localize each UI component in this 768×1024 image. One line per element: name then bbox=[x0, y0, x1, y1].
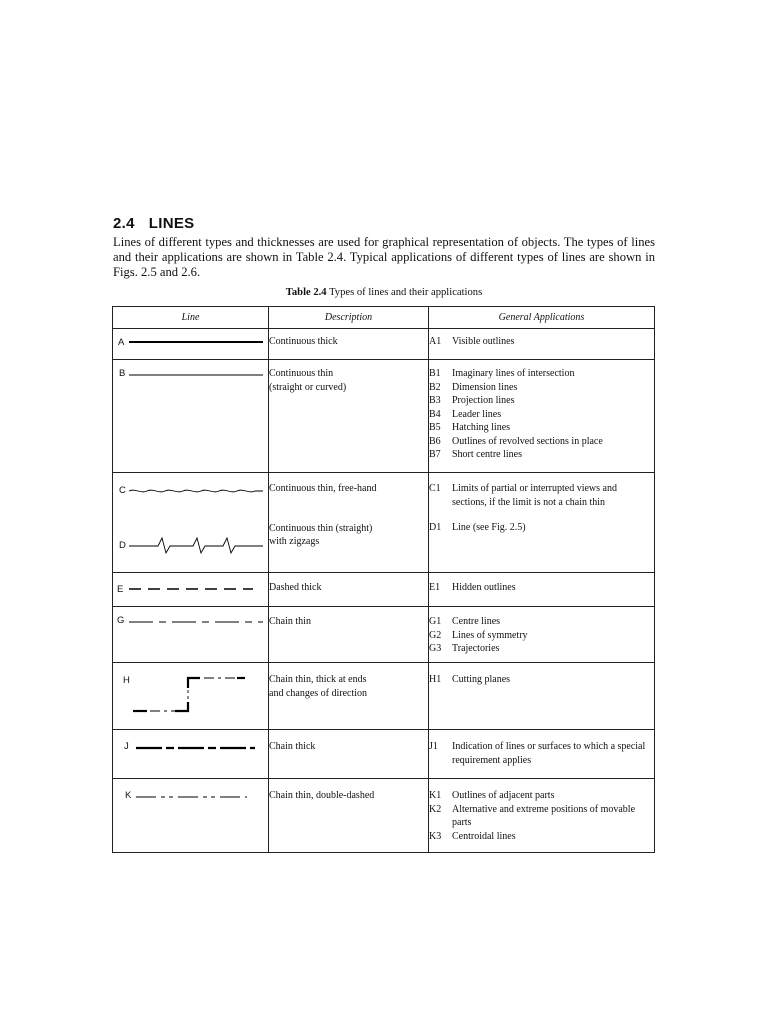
application-code: E1 bbox=[429, 582, 441, 593]
application-item bbox=[429, 394, 654, 408]
application-code: G2 bbox=[429, 629, 442, 641]
table-header-row bbox=[113, 307, 655, 329]
line-sample-cutting-plane bbox=[113, 663, 269, 730]
table-row bbox=[113, 473, 655, 573]
application-item bbox=[429, 803, 654, 830]
application-item bbox=[429, 381, 654, 395]
application-code: B5 bbox=[429, 422, 441, 433]
line-cell-k bbox=[113, 779, 269, 853]
application-item bbox=[429, 642, 654, 656]
application-item bbox=[429, 673, 654, 687]
application-code: G1 bbox=[429, 616, 442, 627]
table-row bbox=[113, 779, 655, 853]
line-letter-a: A bbox=[118, 337, 125, 348]
line-cell-j bbox=[113, 730, 269, 779]
table-row bbox=[113, 663, 655, 730]
application-text: Leader lines bbox=[452, 408, 502, 420]
application-text: Limits of partial or interrupted views and sections, if the limit is not a chain thin bbox=[452, 483, 617, 508]
application-item bbox=[429, 789, 654, 803]
line-cell-a bbox=[113, 329, 269, 360]
line-sample-dashed-thick bbox=[113, 573, 269, 607]
application-code: G3 bbox=[429, 643, 442, 654]
application-item bbox=[429, 448, 654, 462]
application-item bbox=[429, 482, 654, 509]
description-cell bbox=[269, 473, 429, 573]
table-caption bbox=[0, 287, 768, 298]
description-line: with zigzags bbox=[269, 536, 320, 547]
description-cell bbox=[269, 329, 429, 360]
description-line: Continuous thin bbox=[269, 368, 334, 379]
application-text: Outlines of revolved sections in place bbox=[452, 435, 603, 447]
application-text: Imaginary lines of intersection bbox=[452, 368, 575, 379]
line-letter-b: B bbox=[119, 368, 126, 379]
application-code: D1 bbox=[429, 522, 442, 533]
application-text: Projection lines bbox=[452, 395, 515, 406]
section-heading bbox=[113, 215, 194, 232]
applications-cell bbox=[429, 473, 655, 573]
line-cell-c-d bbox=[113, 473, 269, 573]
intro-paragraph: Lines of different types and thicknesses are used for graphical representation of objects. The types of lines and their applications are shown in Table 2.4. Typical applications of different types of lines are shown in Figs. 2.5 and 2.6. bbox=[113, 235, 655, 280]
application-code: B4 bbox=[429, 408, 441, 420]
application-text: Alternative and extreme positions of movable parts bbox=[452, 803, 636, 828]
description-text: Chain thin bbox=[269, 616, 311, 627]
line-cell-g bbox=[113, 607, 269, 663]
application-code: C1 bbox=[429, 483, 441, 494]
application-text: Hatching lines bbox=[452, 422, 511, 433]
lines-table bbox=[112, 306, 655, 853]
application-code: B1 bbox=[429, 368, 441, 379]
line-letter-k: K bbox=[125, 790, 132, 801]
line-letter-d: D bbox=[119, 540, 126, 551]
application-item bbox=[429, 421, 654, 435]
application-text: Centroidal lines bbox=[452, 830, 516, 842]
description-cell bbox=[269, 730, 429, 779]
section-number: 2.4 bbox=[113, 215, 135, 232]
description-cell bbox=[269, 663, 429, 730]
line-letter-c: C bbox=[119, 485, 126, 496]
line-letter-j: J bbox=[124, 741, 129, 752]
application-code: K2 bbox=[429, 803, 442, 815]
application-item bbox=[429, 521, 654, 535]
application-text: Dimension lines bbox=[452, 381, 518, 393]
line-letter-e: E bbox=[117, 584, 124, 595]
applications-cell bbox=[429, 607, 655, 663]
application-text: Indication of lines or surfaces to which a special requirement applies bbox=[452, 741, 646, 766]
applications-cell bbox=[429, 329, 655, 360]
application-text: Trajectories bbox=[452, 643, 500, 654]
description-cell bbox=[269, 360, 429, 473]
application-code: B3 bbox=[429, 395, 441, 406]
line-sample-freehand bbox=[129, 490, 263, 492]
description-cell bbox=[269, 779, 429, 853]
description-line: and changes of direction bbox=[269, 687, 368, 699]
line-sample-chain-thick bbox=[113, 730, 269, 779]
header-description: Description bbox=[269, 307, 429, 329]
description-text: Continuous thin, free-hand bbox=[269, 483, 377, 494]
application-code: B2 bbox=[429, 381, 441, 393]
application-code: A1 bbox=[429, 336, 442, 347]
application-text: Outlines of adjacent parts bbox=[452, 790, 555, 801]
application-item bbox=[429, 435, 654, 449]
table-row bbox=[113, 360, 655, 473]
application-code: J1 bbox=[429, 741, 438, 752]
table-row bbox=[113, 329, 655, 360]
application-item bbox=[429, 740, 654, 767]
application-item bbox=[429, 581, 654, 595]
application-item bbox=[429, 830, 654, 844]
applications-cell bbox=[429, 779, 655, 853]
line-sample-double-dashed bbox=[113, 779, 269, 853]
description-text: Chain thick bbox=[269, 741, 316, 752]
table-row bbox=[113, 730, 655, 779]
description-text: Chain thin, double-dashed bbox=[269, 790, 375, 801]
application-code: B7 bbox=[429, 449, 441, 460]
application-code: K3 bbox=[429, 830, 442, 842]
line-cell-h bbox=[113, 663, 269, 730]
description-text: Continuous thick bbox=[269, 336, 338, 347]
description-line: Chain thin, thick at ends bbox=[269, 674, 367, 685]
application-text: Short centre lines bbox=[452, 449, 522, 460]
application-text: Centre lines bbox=[452, 616, 501, 627]
application-item bbox=[429, 629, 654, 643]
section-title: LINES bbox=[148, 215, 195, 232]
application-code: H1 bbox=[429, 674, 442, 685]
description-text: Dashed thick bbox=[269, 582, 322, 593]
line-sample-zigzag bbox=[129, 538, 263, 553]
application-code: B6 bbox=[429, 435, 441, 447]
application-text: Cutting planes bbox=[452, 674, 511, 685]
application-item bbox=[429, 367, 654, 381]
table-row bbox=[113, 573, 655, 607]
line-sample-continuous-thin bbox=[113, 360, 269, 473]
application-code: K1 bbox=[429, 790, 442, 801]
applications-cell bbox=[429, 360, 655, 473]
application-item bbox=[429, 408, 654, 422]
line-sample-continuous-thick bbox=[113, 329, 269, 360]
applications-cell bbox=[429, 573, 655, 607]
line-letter-g: G bbox=[117, 615, 125, 626]
line-sample-chain-thin bbox=[113, 607, 269, 663]
header-general-applications: General Applications bbox=[429, 307, 655, 329]
application-item bbox=[429, 615, 654, 629]
application-text: Lines of symmetry bbox=[452, 629, 528, 641]
applications-cell bbox=[429, 730, 655, 779]
application-text: Line (see Fig. 2.5) bbox=[452, 522, 526, 533]
table-caption-label: Table 2.4 bbox=[285, 287, 327, 298]
line-cell-b bbox=[113, 360, 269, 473]
table-caption-text: Types of lines and their applications bbox=[329, 287, 483, 298]
description-line: Continuous thin (straight) bbox=[269, 522, 373, 534]
applications-cell bbox=[429, 663, 655, 730]
description-cell bbox=[269, 607, 429, 663]
application-item bbox=[429, 335, 654, 349]
line-letter-h: H bbox=[123, 675, 130, 686]
application-text: Hidden outlines bbox=[452, 582, 516, 593]
line-cell-e bbox=[113, 573, 269, 607]
description-cell bbox=[269, 573, 429, 607]
application-text: Visible outlines bbox=[452, 336, 515, 347]
table-row bbox=[113, 607, 655, 663]
header-line: Line bbox=[113, 307, 269, 329]
description-line: (straight or curved) bbox=[269, 381, 347, 393]
